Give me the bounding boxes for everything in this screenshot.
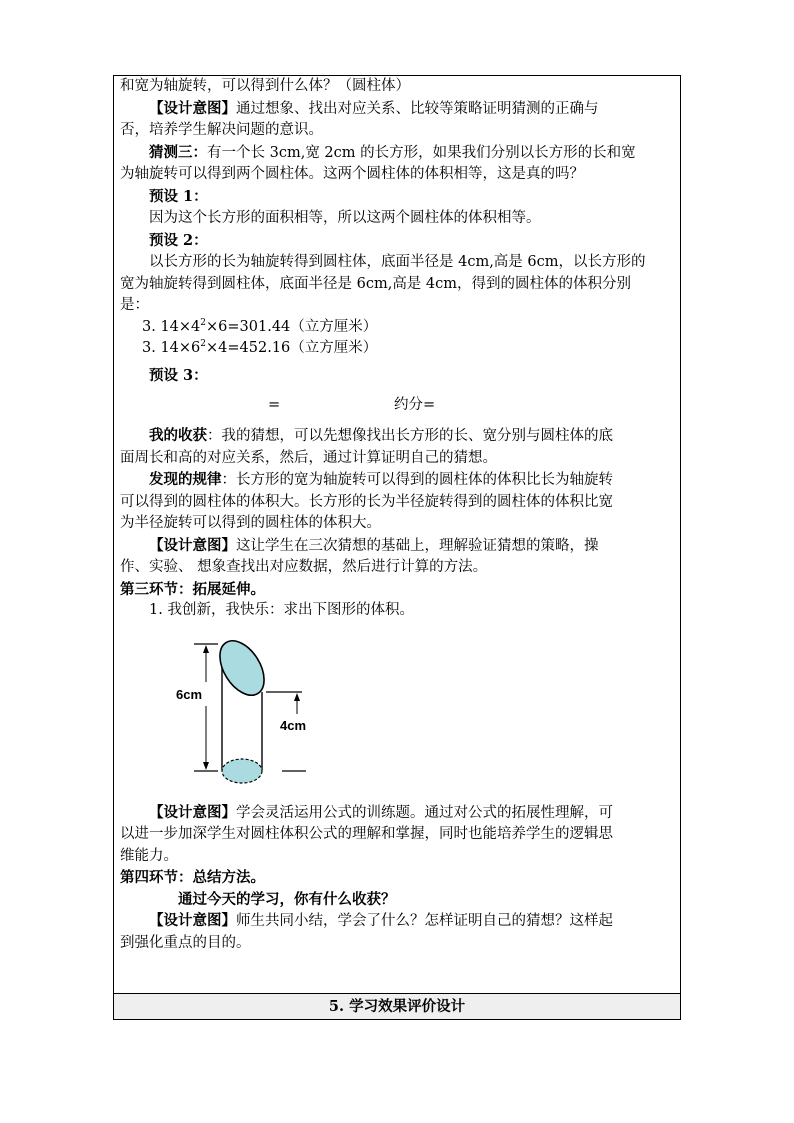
text-line: 作、实验、 想象查找出对应数据，然后进行计算的方法。	[120, 559, 488, 575]
text-line: 【设计意图】这让学生在三次猜想的基础上，理解验证猜想的策略，操	[149, 536, 599, 554]
section-heading-3: 第三环节：拓展延伸。	[120, 580, 265, 598]
slanted-cylinder-diagram	[170, 622, 370, 802]
text-line: 为半径旋转可以得到的圆柱体的体积大。	[120, 515, 381, 531]
equals-sign: =	[268, 397, 281, 413]
preset-1-heading: 预设 1：	[149, 187, 208, 205]
my-gain-tag: 我的收获	[149, 427, 207, 444]
cylinder-figure	[120, 622, 672, 802]
design-intent-tag: 【设计意图】	[149, 912, 236, 929]
section-footer-title: 5. 学习效果评价设计	[114, 994, 680, 1019]
preset-3-heading: 预设 3：	[149, 366, 208, 384]
text-line: 【设计意图】师生共同小结，学会了什么？怎样证明自己的猜想？这样起	[149, 912, 613, 929]
text-line: 宽为轴旋转得到圆柱体，底面半径是 6cm,高是 4cm，得到的圆柱体的体积分别	[120, 275, 632, 292]
cylinder-top-ellipse	[211, 633, 273, 703]
design-intent-tag: 【设计意图】	[149, 803, 236, 821]
preset-2-heading: 预设 2：	[149, 231, 208, 249]
guess-three-tag: 猜测三：	[149, 143, 207, 161]
text-line: 因为这个长方形的面积相等，所以这两个圆柱体的体积相等。	[149, 210, 541, 226]
reduce-label: 约分=	[394, 397, 436, 413]
label-4cm: 4cm	[280, 717, 307, 733]
text-line: 以长方形的长为轴旋转得到圆柱体，底面半径是 4cm,高是 6cm，以长方形的	[149, 254, 646, 270]
dim-4cm-up-arrow	[294, 693, 300, 701]
formula-line-1: 3. $14\times 4^2\times 6=301.44$（立方厘米）	[142, 317, 378, 335]
text-line: 发现的规律：长方形的宽为轴旋转可以得到的圆柱体的体积比长为轴旋转	[149, 471, 613, 488]
text-line: 可以得到的圆柱体的体积大。长方形的长为半径旋转得到的圆柱体的体积比宽	[120, 493, 613, 510]
formula-line-2: 3. $14\times 6^2\times 4=452.16$（立方厘米）	[142, 339, 378, 356]
text-line: 猜测三：有一个长 3cm,宽 2cm 的长方形，如果我们分别以长方形的长和宽	[149, 143, 636, 161]
summary-question: 通过今天的学习，你有什么收获？	[178, 890, 396, 908]
label-6cm: 6cm	[176, 686, 203, 702]
text-line: 【设计意图】学会灵活运用公式的训练题。通过对公式的拓展性理解，可	[149, 803, 613, 821]
text-line: 1. 我创新，我快乐：求出下图形的体积。	[149, 602, 414, 618]
text-line: 为轴旋转可以得到两个圆柱体。这两个圆柱体的体积相等，这是真的吗？	[120, 166, 584, 182]
text-line: 维能力。	[120, 847, 178, 864]
text-line: 否，培养学生解决问题的意识。	[120, 122, 323, 138]
text-line: 是：	[120, 297, 149, 313]
design-intent-tag: 【设计意图】	[149, 536, 236, 554]
preset-3-formula	[120, 387, 672, 421]
dim-6cm-up-arrow	[203, 645, 209, 653]
design-intent-tag: 【设计意图】	[149, 99, 236, 117]
dim-6cm-down-arrow	[203, 762, 209, 770]
text-line: 以进一步加深学生对圆柱体积公式的理解和掌握，同时也能培养学生的逻辑思	[120, 826, 613, 842]
section-heading-4: 第四环节：总结方法。	[120, 869, 265, 886]
lesson-content	[120, 76, 672, 954]
rule-found-tag: 发现的规律	[149, 471, 222, 488]
text-line: 我的收获：我的猜想，可以先想像找出长方形的长、宽分别与圆柱体的底	[149, 427, 613, 444]
text-line: 到强化重点的目的。	[120, 934, 251, 951]
cylinder-bottom-ellipse	[222, 759, 262, 783]
text-line: 和宽为轴旋转，可以得到什么体？（圆柱体）	[120, 78, 410, 94]
document-frame	[113, 75, 681, 1020]
text-line: 【设计意图】通过想象、找出对应关系、比较等策略证明猜测的正确与	[149, 99, 599, 117]
text-line: 面周长和高的对应关系，然后，通过计算证明自己的猜想。	[120, 449, 497, 466]
